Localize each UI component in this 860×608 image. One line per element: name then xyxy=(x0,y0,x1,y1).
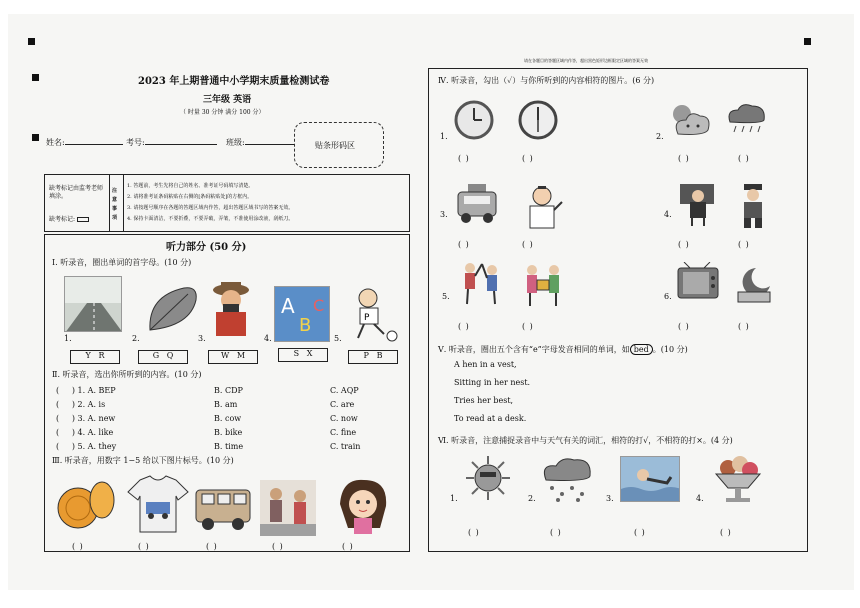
notice-1: 1. 答题前，考生先将自己的姓名、准考证号码填写清楚。 xyxy=(127,183,254,189)
poem-line-3[interactable]: Tries her best, xyxy=(454,396,514,405)
svg-text:A: A xyxy=(281,294,295,318)
q2-option-c: C. are xyxy=(330,400,355,409)
name-label: 姓名: xyxy=(46,138,65,147)
exam-number-field[interactable] xyxy=(126,138,217,148)
woman-icon xyxy=(678,182,716,226)
q4-answer-3b[interactable]: ( ) xyxy=(522,240,534,249)
q4-answer-2a[interactable]: ( ) xyxy=(678,154,690,163)
q4-title: Ⅳ. 听录音，勾出（✓）与你所听到的内容相符的图片。(6 分) xyxy=(438,76,655,85)
absent-mark-label: 缺考标记: xyxy=(49,216,76,223)
q4-num-2: 2. xyxy=(656,132,664,141)
option-letter[interactable]: P xyxy=(363,351,369,360)
q4-answer-3a[interactable]: ( ) xyxy=(458,240,470,249)
q1-options-2[interactable] xyxy=(138,350,188,364)
open-paren: ( xyxy=(56,400,60,409)
svg-text:B: B xyxy=(299,315,312,336)
notice-4: 4. 保持卡面清洁，不要折叠，不要弄破，弄皱，不准使用涂改液，刮纸刀。 xyxy=(127,216,294,222)
svg-text:P: P xyxy=(364,313,370,323)
q4-answer-4a[interactable]: ( ) xyxy=(678,240,690,249)
example-word: bed xyxy=(630,344,653,355)
q2-option-b: B. bike xyxy=(214,428,243,437)
sunny-cloud-icon xyxy=(668,100,712,140)
q5-score: 。(10 分) xyxy=(652,345,688,354)
q2-row-5[interactable] xyxy=(56,442,116,452)
q6-answer-3[interactable]: ( ) xyxy=(634,528,646,537)
q2-row-3[interactable] xyxy=(56,414,115,424)
q1-title: Ⅰ. 听录音，圈出单词的首字母。(10 分) xyxy=(52,258,192,267)
q2-option-a: ) 5. A. they xyxy=(71,442,117,451)
q1-options-1[interactable] xyxy=(70,350,120,364)
q1-options-4[interactable] xyxy=(278,348,328,362)
q4-answer-5a[interactable]: ( ) xyxy=(458,322,470,331)
tv-icon xyxy=(676,262,720,306)
snow-cloud-icon xyxy=(538,454,598,504)
moon-bed-icon xyxy=(732,264,774,306)
q2-option-a: ) 4. A. like xyxy=(71,428,114,437)
notice-3: 3. 请按题号顺序在各题的答题区域内作答，超出答题区域书写的答案无效。 xyxy=(127,205,294,211)
girl-image xyxy=(332,476,394,536)
q4-answer-1a[interactable]: ( ) xyxy=(458,154,470,163)
exam-sheet xyxy=(8,14,854,590)
poem-line-1[interactable]: A hen in a vest, xyxy=(454,360,517,369)
exam-number-label: 考号: xyxy=(126,138,145,147)
q2-option-b: B. cow xyxy=(214,414,242,423)
q2-row-1[interactable] xyxy=(56,386,116,396)
q2-option-b: B. time xyxy=(214,442,244,451)
q4-answer-2b[interactable]: ( ) xyxy=(738,154,750,163)
q6-answer-4[interactable]: ( ) xyxy=(720,528,732,537)
notice-label: 注意事项 xyxy=(112,188,118,221)
q2-row-2[interactable] xyxy=(56,400,105,410)
open-paren: ( xyxy=(56,442,60,451)
option-letter[interactable]: B xyxy=(376,351,383,360)
t-shirt-image xyxy=(126,474,190,534)
q2-option-a: ) 3. A. new xyxy=(71,414,116,423)
ice-cream-icon xyxy=(708,454,768,504)
option-letter[interactable]: X xyxy=(306,349,313,358)
q6-answer-1[interactable]: ( ) xyxy=(468,528,480,537)
q4-answer-5b[interactable]: ( ) xyxy=(522,322,534,331)
q2-option-c: C. fine xyxy=(330,428,357,437)
rain-cloud-icon xyxy=(724,100,768,140)
q1-num-5: 5. xyxy=(334,334,342,343)
q6-num-2: 2. xyxy=(528,494,536,503)
exam-meta: （ 时量 30 分钟 满分 100 分） xyxy=(180,109,265,116)
top-note: 请在各题目的答题区域内作答，超出黑色矩形边框限定区域的答案无效 xyxy=(524,58,648,63)
q4-answer-6a[interactable]: ( ) xyxy=(678,322,690,331)
swimming-icon xyxy=(620,456,680,502)
open-paren: ( xyxy=(56,386,60,395)
info-box xyxy=(44,174,410,232)
q3-answer-5[interactable]: ( ) xyxy=(342,542,354,551)
q1-num-2: 2. xyxy=(132,334,140,343)
barcode-label: 贴条形码区 xyxy=(315,141,355,150)
class-label: 班级: xyxy=(226,138,245,147)
q1-options-3[interactable] xyxy=(208,350,258,364)
notice-2: 2. 请将准考证条码粘贴在右侧的[条码粘贴处]的方框内。 xyxy=(127,194,253,200)
q6-title: Ⅵ. 听录音，注意捕捉录音中与天气有关的词汇，相符的打√，不相符的打×。(4 分) xyxy=(438,436,733,445)
q3-answer-4[interactable]: ( ) xyxy=(272,542,284,551)
q4-answer-6b[interactable]: ( ) xyxy=(738,322,750,331)
q4-answer-1b[interactable]: ( ) xyxy=(522,154,534,163)
absent-mark[interactable] xyxy=(49,215,89,225)
registration-mark xyxy=(32,74,39,81)
q2-option-a: ) 1. A. BEP xyxy=(71,386,116,395)
q4-answer-4b[interactable]: ( ) xyxy=(738,240,750,249)
section-title: 听力部分 (50 分) xyxy=(166,242,247,253)
exam-subtitle: 三年级 英语 xyxy=(203,95,252,105)
registration-mark xyxy=(28,38,35,45)
orange-image xyxy=(56,474,118,534)
exam-title: 2023 年上期普通中小学期末质量检测试卷 xyxy=(138,76,330,87)
q1-num-3: 3. xyxy=(198,334,206,343)
q2-option-b: B. CDP xyxy=(214,386,243,395)
kids-gift-icon xyxy=(520,262,566,308)
q4-num-6: 6. xyxy=(664,292,672,301)
q6-num-3: 3. xyxy=(606,494,614,503)
barcode-area xyxy=(294,122,384,168)
q2-option-c: C. train xyxy=(330,442,361,451)
q2-option-b: B. am xyxy=(214,400,238,409)
svg-text:C: C xyxy=(313,296,325,315)
option-letter[interactable]: S xyxy=(293,349,300,358)
letters-image xyxy=(274,286,330,342)
class-field[interactable] xyxy=(226,138,295,148)
police-icon xyxy=(734,182,772,228)
q1-num-4: 4. xyxy=(264,334,272,343)
people-image xyxy=(260,480,316,536)
option-letter[interactable]: W xyxy=(220,351,230,360)
road-image xyxy=(64,276,122,332)
q2-row-4[interactable] xyxy=(56,428,113,438)
q5-title-row xyxy=(438,344,688,355)
man-image xyxy=(208,278,254,336)
q3-answer-1[interactable]: ( ) xyxy=(72,542,84,551)
q2-title: Ⅱ. 听录音，选出你所听到的内容。(10 分) xyxy=(52,370,202,379)
q2-option-c: C. now xyxy=(330,414,358,423)
boy-ball-image xyxy=(344,286,402,342)
option-letter[interactable]: Q xyxy=(166,351,174,360)
q2-option-a: ) 2. A. is xyxy=(71,400,106,409)
q4-num-1: 1. xyxy=(440,132,448,141)
q6-answer-2[interactable]: ( ) xyxy=(550,528,562,537)
doctor-icon xyxy=(518,184,564,232)
clock-icon xyxy=(454,100,494,140)
q1-num-1: 1. xyxy=(64,334,72,343)
option-letter[interactable]: R xyxy=(98,351,105,360)
name-field[interactable] xyxy=(46,138,123,148)
q5-title: Ⅴ. 听录音，圈出五个含有“e”字母发音相同的单词，如 xyxy=(438,345,630,354)
car-icon xyxy=(454,180,500,226)
option-letter[interactable]: G xyxy=(152,351,160,360)
open-paren: ( xyxy=(56,428,60,437)
q2-option-c: C. AQP xyxy=(330,386,359,395)
poem-line-4[interactable]: To read at a desk. xyxy=(454,414,527,423)
bus-image xyxy=(192,476,254,534)
open-paren: ( xyxy=(56,414,60,423)
sun-icon xyxy=(460,454,516,502)
q6-num-1: 1. xyxy=(450,494,458,503)
absent-mark-box[interactable] xyxy=(77,217,89,222)
q4-num-4: 4. xyxy=(664,210,672,219)
boys-high-five-icon xyxy=(458,260,504,306)
option-letter[interactable]: Y xyxy=(85,351,91,360)
option-letter[interactable]: M xyxy=(236,351,246,360)
q4-num-5: 5. xyxy=(442,292,450,301)
q6-num-4: 4. xyxy=(696,494,704,503)
leaf-image xyxy=(144,284,200,334)
clock-icon xyxy=(518,100,558,140)
absent-note: 缺考标记由监考老师填涂。 xyxy=(49,185,104,200)
q3-answer-2[interactable]: ( ) xyxy=(138,542,150,551)
q1-options-5[interactable] xyxy=(348,350,398,364)
poem-line-2[interactable]: Sitting in her nest. xyxy=(454,378,531,387)
registration-mark xyxy=(804,38,811,45)
q4-num-3: 3. xyxy=(440,210,448,219)
q3-answer-3[interactable]: ( ) xyxy=(206,542,218,551)
q3-title: Ⅲ. 听录音，用数字 1−5 给以下图片标号。(10 分) xyxy=(52,456,234,465)
registration-mark xyxy=(32,134,39,141)
